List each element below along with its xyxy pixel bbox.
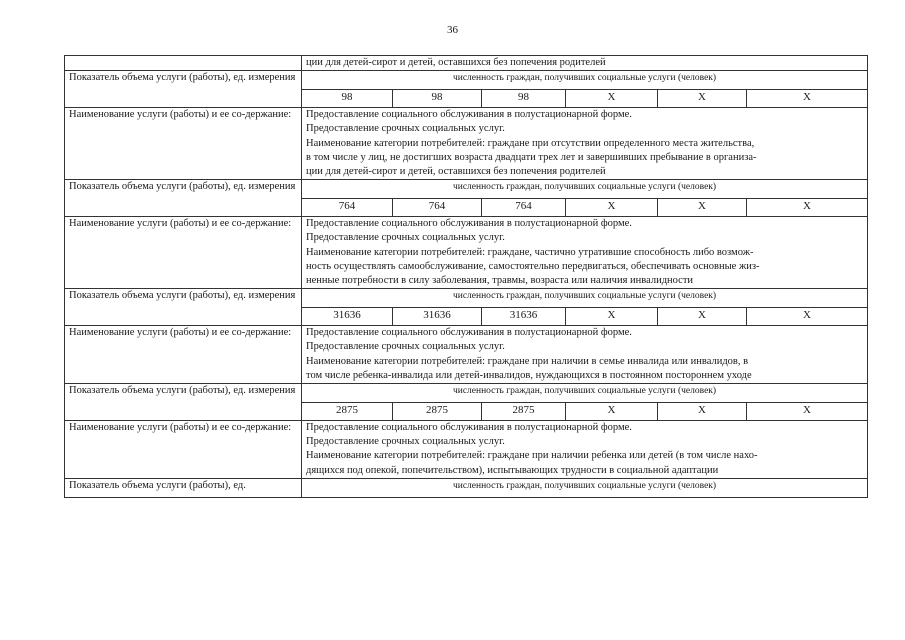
value-cell: X [566,90,658,108]
service-name-label: Наименование услуги (работы) и ее со-держание: [65,108,302,180]
service-description [302,421,868,479]
volume-indicator-label: Показатель объема услуги (работы), ед. измерения [65,71,302,108]
description-line: дящихся под опекой, попечительством), испытывающих трудности в социальной адаптации [306,464,719,476]
service-description [302,326,868,384]
service-row [65,421,868,479]
volume-indicator-label: Показатель объема услуги (работы), ед. измерения [65,180,302,217]
page-number: 36 [447,24,458,36]
value-cell: 764 [302,199,393,217]
value-cell: X [747,308,868,326]
description-line: Наименование категории потребителей: граждане при наличии в семье инвалида или инвалидов, в [306,355,749,367]
volume-unit-row [65,71,868,90]
service-description [302,217,868,289]
volume-unit-row [65,180,868,199]
value-cell: 2875 [482,403,566,421]
unit-of-measure: численность граждан, получивших социальные услуги (человек) [302,478,868,497]
value-cell: X [747,90,868,108]
description-line: ненные потребности в силу заболевания, травмы, возраста или наличия инвалидности [306,275,694,287]
description-line: Предоставление социального обслуживания в полустационарной форме. [306,218,632,230]
continuation-row [65,56,868,71]
unit-of-measure: численность граждан, получивших социальные услуги (человек) [302,289,868,308]
value-cell: 31636 [393,308,482,326]
description-line: Предоставление социального обслуживания в полустационарной форме. [306,327,632,339]
value-cell: 98 [302,90,393,108]
service-name-label: Наименование услуги (работы) и ее со-держание: [65,326,302,384]
value-cell: 2875 [302,403,393,421]
volume-indicator-label: Показатель объема услуги (работы), ед. измерения [65,289,302,326]
description-line: ность осуществлять самообслуживание, самостоятельно передвигаться, обеспечивать основные жиз- [306,260,760,272]
volume-indicator-label: Показатель объема услуги (работы), ед. измерения [65,384,302,421]
service-row [65,326,868,384]
description-line: Наименование категории потребителей: граждане при наличии ребенка или детей (в том числе нахо- [306,450,758,462]
value-cell: X [566,199,658,217]
value-cell: 764 [482,199,566,217]
value-cell: X [658,199,747,217]
value-cell: 98 [393,90,482,108]
description-line: в том числе у лиц, не достигших возраста двадцати трех лет и завершивших пребывание в организа- [306,151,757,163]
service-row [65,108,868,180]
description-line: Предоставление срочных социальных услуг. [306,436,505,448]
value-cell: X [658,90,747,108]
description-line: Предоставление срочных социальных услуг. [306,232,505,244]
volume-unit-row [65,384,868,403]
continuation-text: ции для детей-сирот и детей, оставшихся без попечения родителей [302,56,868,71]
value-cell: X [658,403,747,421]
volume-unit-row [65,478,868,497]
description-line: Предоставление социального обслуживания в полустационарной форме. [306,422,632,434]
empty-label-cell [65,56,302,71]
services-table [64,55,868,498]
description-line: Наименование категории потребителей: граждане, частично утратившие способность либо возмож- [306,246,754,258]
value-cell: 98 [482,90,566,108]
description-line: Наименование категории потребителей: граждане при отсутствии определенного места жительства, [306,137,755,149]
value-cell: 31636 [302,308,393,326]
value-cell: X [747,403,868,421]
service-description [302,108,868,180]
value-cell: X [566,403,658,421]
description-line: ции для детей-сирот и детей, оставшихся без попечения родителей [306,166,606,178]
description-line: том числе ребенка-инвалида или детей-инвалидов, нуждающихся в постоянном постороннем уходе [306,369,752,381]
unit-of-measure: численность граждан, получивших социальные услуги (человек) [302,180,868,199]
value-cell: 31636 [482,308,566,326]
value-cell: 2875 [393,403,482,421]
unit-of-measure: численность граждан, получивших социальные услуги (человек) [302,384,868,403]
service-row [65,217,868,289]
value-cell: X [658,308,747,326]
description-line: Предоставление срочных социальных услуг. [306,123,505,135]
value-cell: X [747,199,868,217]
value-cell: 764 [393,199,482,217]
service-name-label: Наименование услуги (работы) и ее со-держание: [65,217,302,289]
volume-unit-row [65,289,868,308]
value-cell: X [566,308,658,326]
service-name-label: Наименование услуги (работы) и ее со-держание: [65,421,302,479]
description-line: Предоставление социального обслуживания в полустационарной форме. [306,109,632,121]
volume-indicator-label: Показатель объема услуги (работы), ед. [65,478,302,497]
services-table-body [65,56,868,498]
unit-of-measure: численность граждан, получивших социальные услуги (человек) [302,71,868,90]
description-line: Предоставление срочных социальных услуг. [306,341,505,353]
